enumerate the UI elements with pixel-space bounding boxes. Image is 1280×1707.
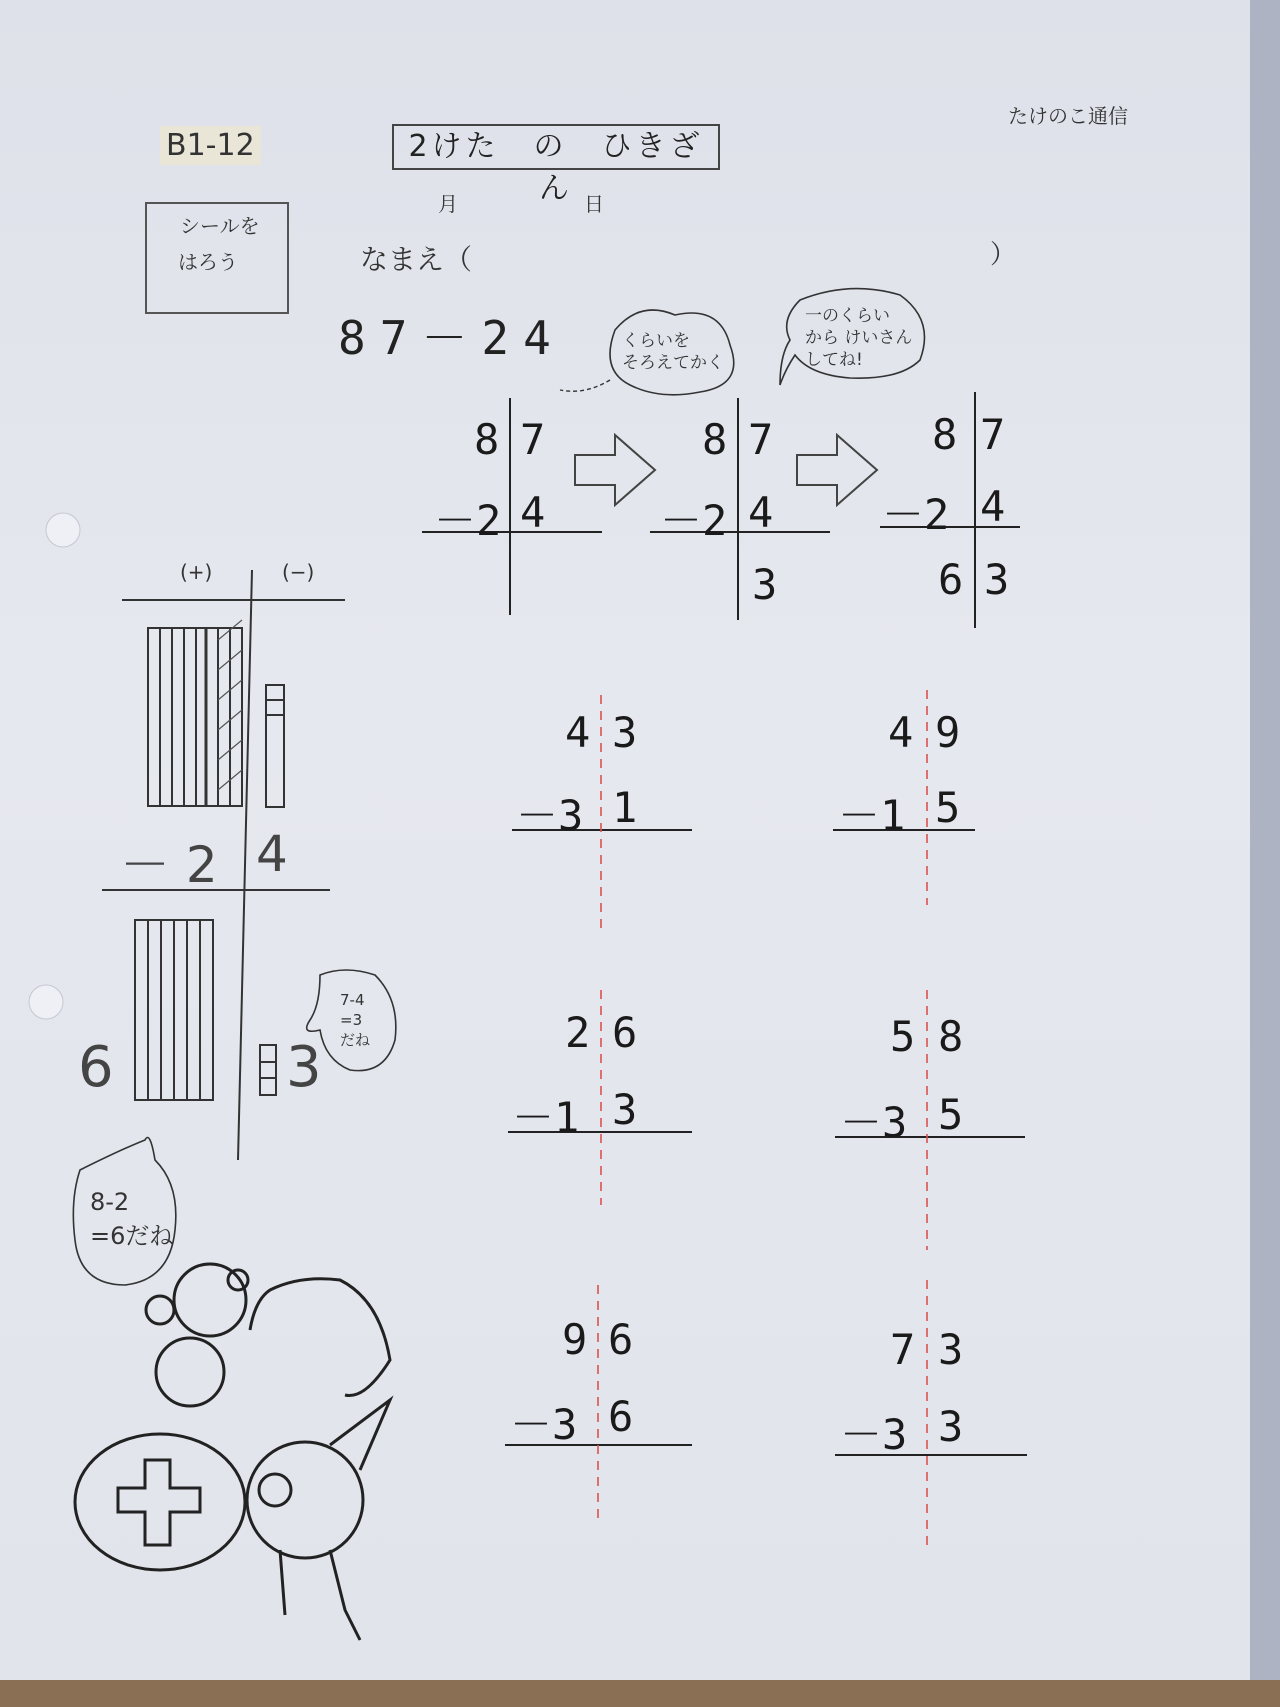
arrow-right-icon [575,435,655,505]
name-field-close: ） [990,240,1017,270]
diagram-subtrahend-ones: 4 [256,825,288,883]
exercise-digit: 4 [888,708,914,757]
exercise-digit: －3 [510,1400,578,1449]
step-digit: 4 [520,488,546,537]
month-label: 月 [438,192,458,216]
tens-column-header: (+) [180,560,213,584]
step-result-digit: 6 [938,555,964,604]
exercise-digit: 5 [890,1012,916,1061]
step-digit: 7 [748,415,774,464]
step-digit: 4 [980,482,1006,531]
exercise-digit: 3 [612,1085,638,1134]
exercise-digit: 1 [612,783,638,832]
step-result-digit: 3 [752,560,778,609]
bubble-ones-first-text: 一のくらい から けいさん してね! [805,306,913,370]
exercise-digit: 6 [612,1008,638,1057]
worksheet-title: 2けた の ひきざん [392,124,720,170]
step-digit: 4 [748,488,774,537]
exercise-digit: 6 [608,1315,634,1364]
sheet-id-label: B1-12 [160,126,261,165]
step-digit: 8 [702,415,728,464]
bubble-tens-calc-text: 8-2 =6だね [90,1188,174,1250]
step-result-digit: 3 [984,555,1010,604]
exercise-digit: 4 [565,708,591,757]
binder-hole-bottom [29,985,63,1019]
step-digit: －2 [434,496,502,545]
exercise-digit: －1 [512,1093,580,1142]
step-digit: －2 [660,496,728,545]
doodle-drawings [75,1264,390,1640]
arrow-right-icon [797,435,877,505]
step-digit: 7 [980,410,1006,459]
step-digit: 8 [932,410,958,459]
day-label: 日 [584,192,604,216]
exercise-digit: 8 [938,1012,964,1061]
exercise-digit: 5 [938,1090,964,1139]
exercise-digit: －3 [840,1410,908,1459]
binder-hole-top [46,513,80,547]
exercise-digit: 3 [938,1325,964,1374]
diagram-subtrahend-tens: － 2 [120,836,218,894]
exercise-digit: 5 [935,783,961,832]
exercise-digit: 9 [935,708,961,757]
bubble-ones-calc-text: 7-4 =3 だね [340,991,371,1049]
exercise-digit: －1 [838,791,906,840]
step-digit: 7 [520,415,546,464]
sticker-label-line1: シールを [180,214,260,238]
exercise-digit: 3 [612,708,638,757]
step-digit: 8 [474,415,500,464]
school-note: たけのこ通信 [1008,104,1128,128]
step-digit: －2 [882,490,950,539]
exercise-digit: －3 [516,791,584,840]
exercise-digit: 9 [562,1315,588,1364]
exercise-digit: 3 [938,1402,964,1451]
exercise-digit: 2 [565,1008,591,1057]
name-field-label: なまえ（ [360,243,473,276]
sticker-label-line2: はろう [178,250,238,274]
page-edge-right [1250,0,1280,1707]
diagram-result-ones: 3 [286,1035,322,1100]
diagram-result-tens: 6 [78,1035,114,1100]
bubble-align-places-text: くらいを そろえてかく [622,331,724,373]
ones-column-header: (−) [282,560,315,584]
main-problem: 87－24 [338,311,565,365]
exercise-digit: －3 [840,1098,908,1147]
exercise-digit: 6 [608,1392,634,1441]
exercise-digit: 7 [890,1325,916,1374]
